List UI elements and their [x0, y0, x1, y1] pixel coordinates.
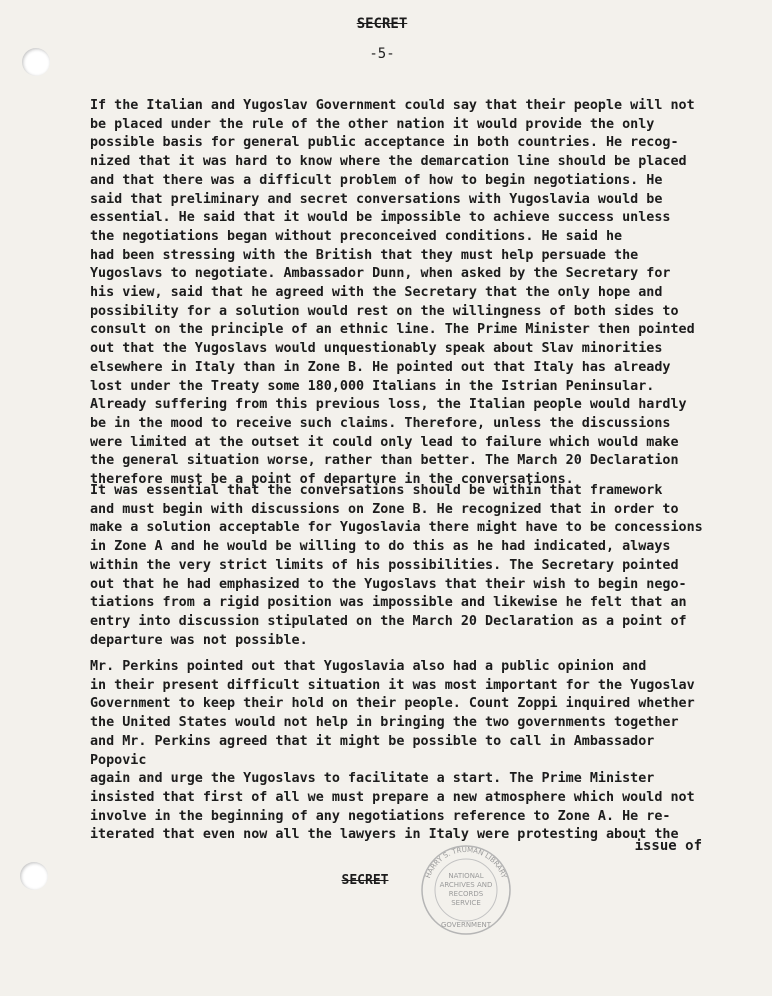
- continuation-text: issue of: [634, 838, 702, 854]
- stamp-line-4: SERVICE: [451, 899, 481, 907]
- binder-hole-top: [22, 48, 50, 76]
- page-number: -5-: [369, 46, 395, 62]
- stamp-ring-text: HARRY S. TRUMAN LIBRARY: [424, 845, 508, 880]
- stamp-line-1: NATIONAL: [448, 872, 484, 880]
- stamp-line-3: RECORDS: [448, 890, 484, 898]
- paragraph-2: It was essential that the conversations should be within that framework and must begin with discussions on Zone B. He recognized that in order to make a solution acceptable for Yugoslavia there might have to be concessions in Zone A and he would be willing to do this as he had indicated, always within the very strict limits of his possibilities. The Secretary pointed out that he had emphasized to the Yugoslavs that their wish to begin nego- tiations from a rigid position was impossible and likewise he felt that an entry into discussion stipulated on the March 20 Declaration as a point of departure was not possible.: [90, 483, 703, 648]
- paragraph-3: Mr. Perkins pointed out that Yugoslavia also had a public opinion and in their present difficult situation it was most important for the Yugoslav Government to keep their hold on their people. Count Zoppi inquired whether the United States would not help in bringing the two governments together and Mr. Perkins agreed that it might be possible to call in Ambassador Popovic again and urge the Yugoslavs to facilitate a start. The Prime Minister insisted that first of all we must prepare a new atmosphere which would not involve in the beginning of any negotiations reference to Zone A. He re- iterated that even now all the lawyers in Italy were protesting about the: [90, 659, 695, 843]
- header-classification: SECRET: [356, 16, 408, 32]
- archive-stamp: [418, 842, 514, 938]
- paragraph-1: If the Italian and Yugoslav Government could say that their people will not be placed under the rule of the other nation it would provide the only possible basis for general public acceptance in both countries. He recog- nized that it was hard to know where the demarcation line should be placed and that there was a difficult problem of how to begin negotiations. He said that preliminary and secret conversations with Yugoslavia would be essential. He said that it would be impossible to achieve success unless the negotiations began without preconceived conditions. He said he had been stressing with the British that they must help persuade the Yugoslavs to negotiate. Ambassador Dunn, when asked by the Secretary for his view, said that he agreed with the Secretary that the only hope and possibility for a solution would rest on the willingness of both sides to consult on the principle of an ethnic line. The Prime Minister then pointed out that the Yugoslavs would unquestionably speak about Slav minorities elsewhere in Italy than in Zone B. He pointed out that Italy has already lost under the Treaty some 180,000 Italians in the Istrian Peninsular. Already suffering from this previous loss, the Italian people would hardly be in the mood to receive such claims. Therefore, unless the discussions were limited at the outset it could only lead to failure which would make the general situation worse, rather than better. The March 20 Declaration therefore must be a point of departure in the conversations.: [90, 98, 695, 488]
- binder-hole-bottom: [20, 862, 48, 890]
- stamp-bottom-text: GOVERNMENT: [440, 921, 492, 929]
- stamp-line-2: ARCHIVES AND: [439, 881, 493, 889]
- footer-classification: SECRET: [341, 873, 389, 888]
